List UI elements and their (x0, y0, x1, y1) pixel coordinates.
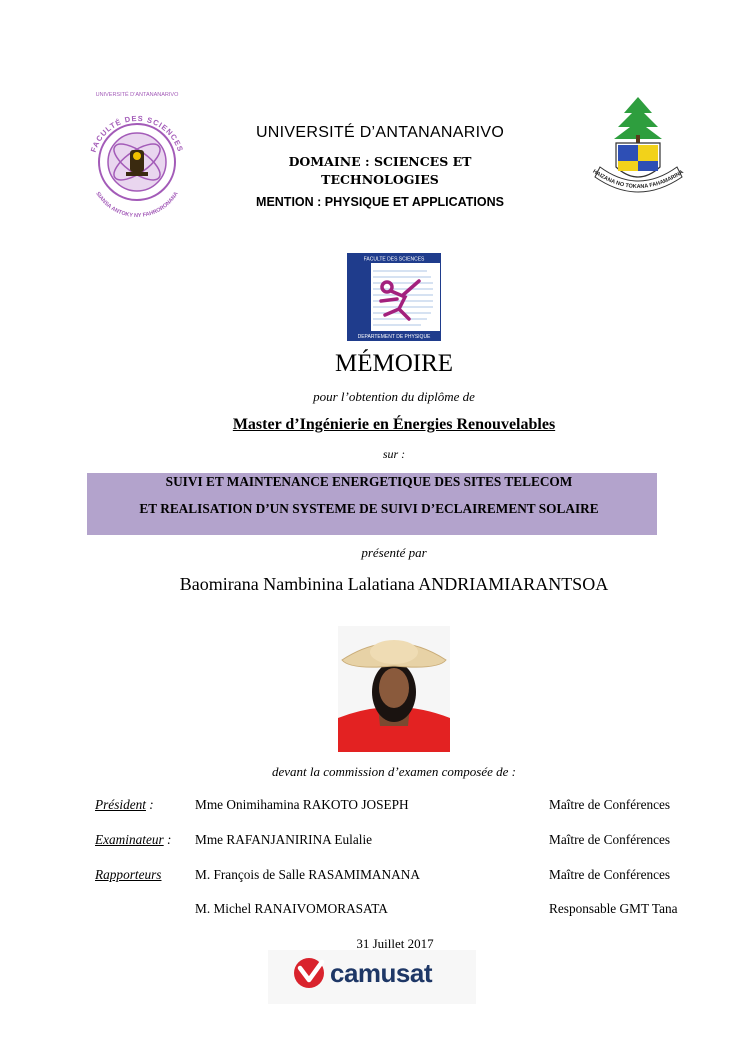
jury-role-label: Rapporteurs (95, 867, 162, 882)
jury-role (95, 832, 171, 848)
jury-role-suffix: : (145, 797, 154, 812)
jury-name: Mme RAFANJANIRINA Eulalie (195, 832, 373, 847)
camusat-wordmark: camusat (330, 958, 432, 988)
tree-icon (614, 97, 662, 143)
defense-date: 31 Juillet 2017 (356, 936, 434, 951)
dept-logo-bottom-text: DEPARTEMENT DE PHYSIQUE (357, 334, 431, 340)
degree-title (120, 416, 668, 434)
faculte-sciences-emblem (80, 88, 195, 218)
emblem-ribbon-caption: HAIZANA NO TOKANA FAHAMARINA (591, 168, 685, 191)
faculte-sciences-logo (80, 88, 195, 218)
jury-row-examinateur (0, 832, 745, 850)
jury-title: Maître de Conférences (549, 797, 671, 812)
jury-role (95, 867, 162, 883)
university-name: UNIVERSITÉ D’ANTANANARIVO (255, 124, 505, 141)
degree-title-text: Master d’Ingénierie en Énergies Renouvelables (232, 416, 556, 433)
physics-department-emblem (347, 253, 441, 341)
jury-name: M. Michel RANAIVOMORASATA (195, 901, 388, 916)
thesis-title-line-2: ET REALISATION D’UN SYSTEME DE SUIVI D’ECLAIREMENT SOLAIRE (139, 501, 599, 516)
author-portrait-image (338, 626, 450, 752)
logo-bottom-caption: SIANSA ANTOKY NY FAHRORONANA (94, 191, 180, 218)
jury-role-label: Président (95, 797, 146, 812)
logo-ring-caption: FACULTÉ DES SCIENCES (88, 113, 186, 154)
jury-row-president (0, 797, 745, 815)
departement-physique-logo (347, 253, 441, 341)
presented-by-label: présenté par (361, 545, 427, 560)
domain-line-1: DOMAINE : SCIENCES ET (288, 154, 472, 169)
jury-role-label: Examinateur (95, 832, 164, 847)
jury-title: Maître de Conférences (549, 867, 671, 882)
committee-intro: devant la commission d’examen composée de : (271, 764, 517, 779)
jury-row-rapporteur-2 (0, 901, 745, 919)
jury-role-suffix: : (163, 832, 172, 847)
dept-logo-top-text: FACULTE DES SCIENCES (363, 256, 425, 263)
jury-name: M. François de Salle RASAMIMANANA (195, 867, 420, 882)
jury-title: Responsable GMT Tana (549, 901, 678, 916)
svg-text:SIANSA ANTOKY NY FAHRORONANA (94, 191, 179, 218)
university-emblem (586, 95, 691, 210)
obtention-text: pour l’obtention du diplôme de (313, 389, 475, 404)
university-emblem-logo (586, 95, 691, 210)
mention-label: MENTION : PHYSIQUE ET APPLICATIONS (256, 195, 504, 209)
author-photo (338, 626, 450, 752)
thesis-title-line-1: SUIVI ET MAINTENANCE ENERGETIQUE DES SITES TELECOM (165, 474, 573, 489)
jury-role (95, 797, 154, 813)
jury-title: Maître de Conférences (549, 832, 671, 847)
domain-line-2: TECHNOLOGIES (321, 172, 439, 187)
jury-row-rapporteur-1 (0, 867, 745, 885)
camusat-logo (268, 950, 476, 1004)
document-type: MÉMOIRE (334, 350, 454, 377)
sur-label: sur : (382, 447, 406, 461)
camusat-mark-icon (292, 956, 328, 990)
jury-name: Mme Onimihamina RAKOTO JOSEPH (195, 797, 409, 812)
author-name: Baomirana Nambinina Lalatiana ANDRIAMIARANTSOA (179, 574, 609, 594)
domain-label (240, 153, 520, 189)
logo-top-caption: UNIVERSITÉ D’ANTANANARIVO (95, 92, 179, 98)
